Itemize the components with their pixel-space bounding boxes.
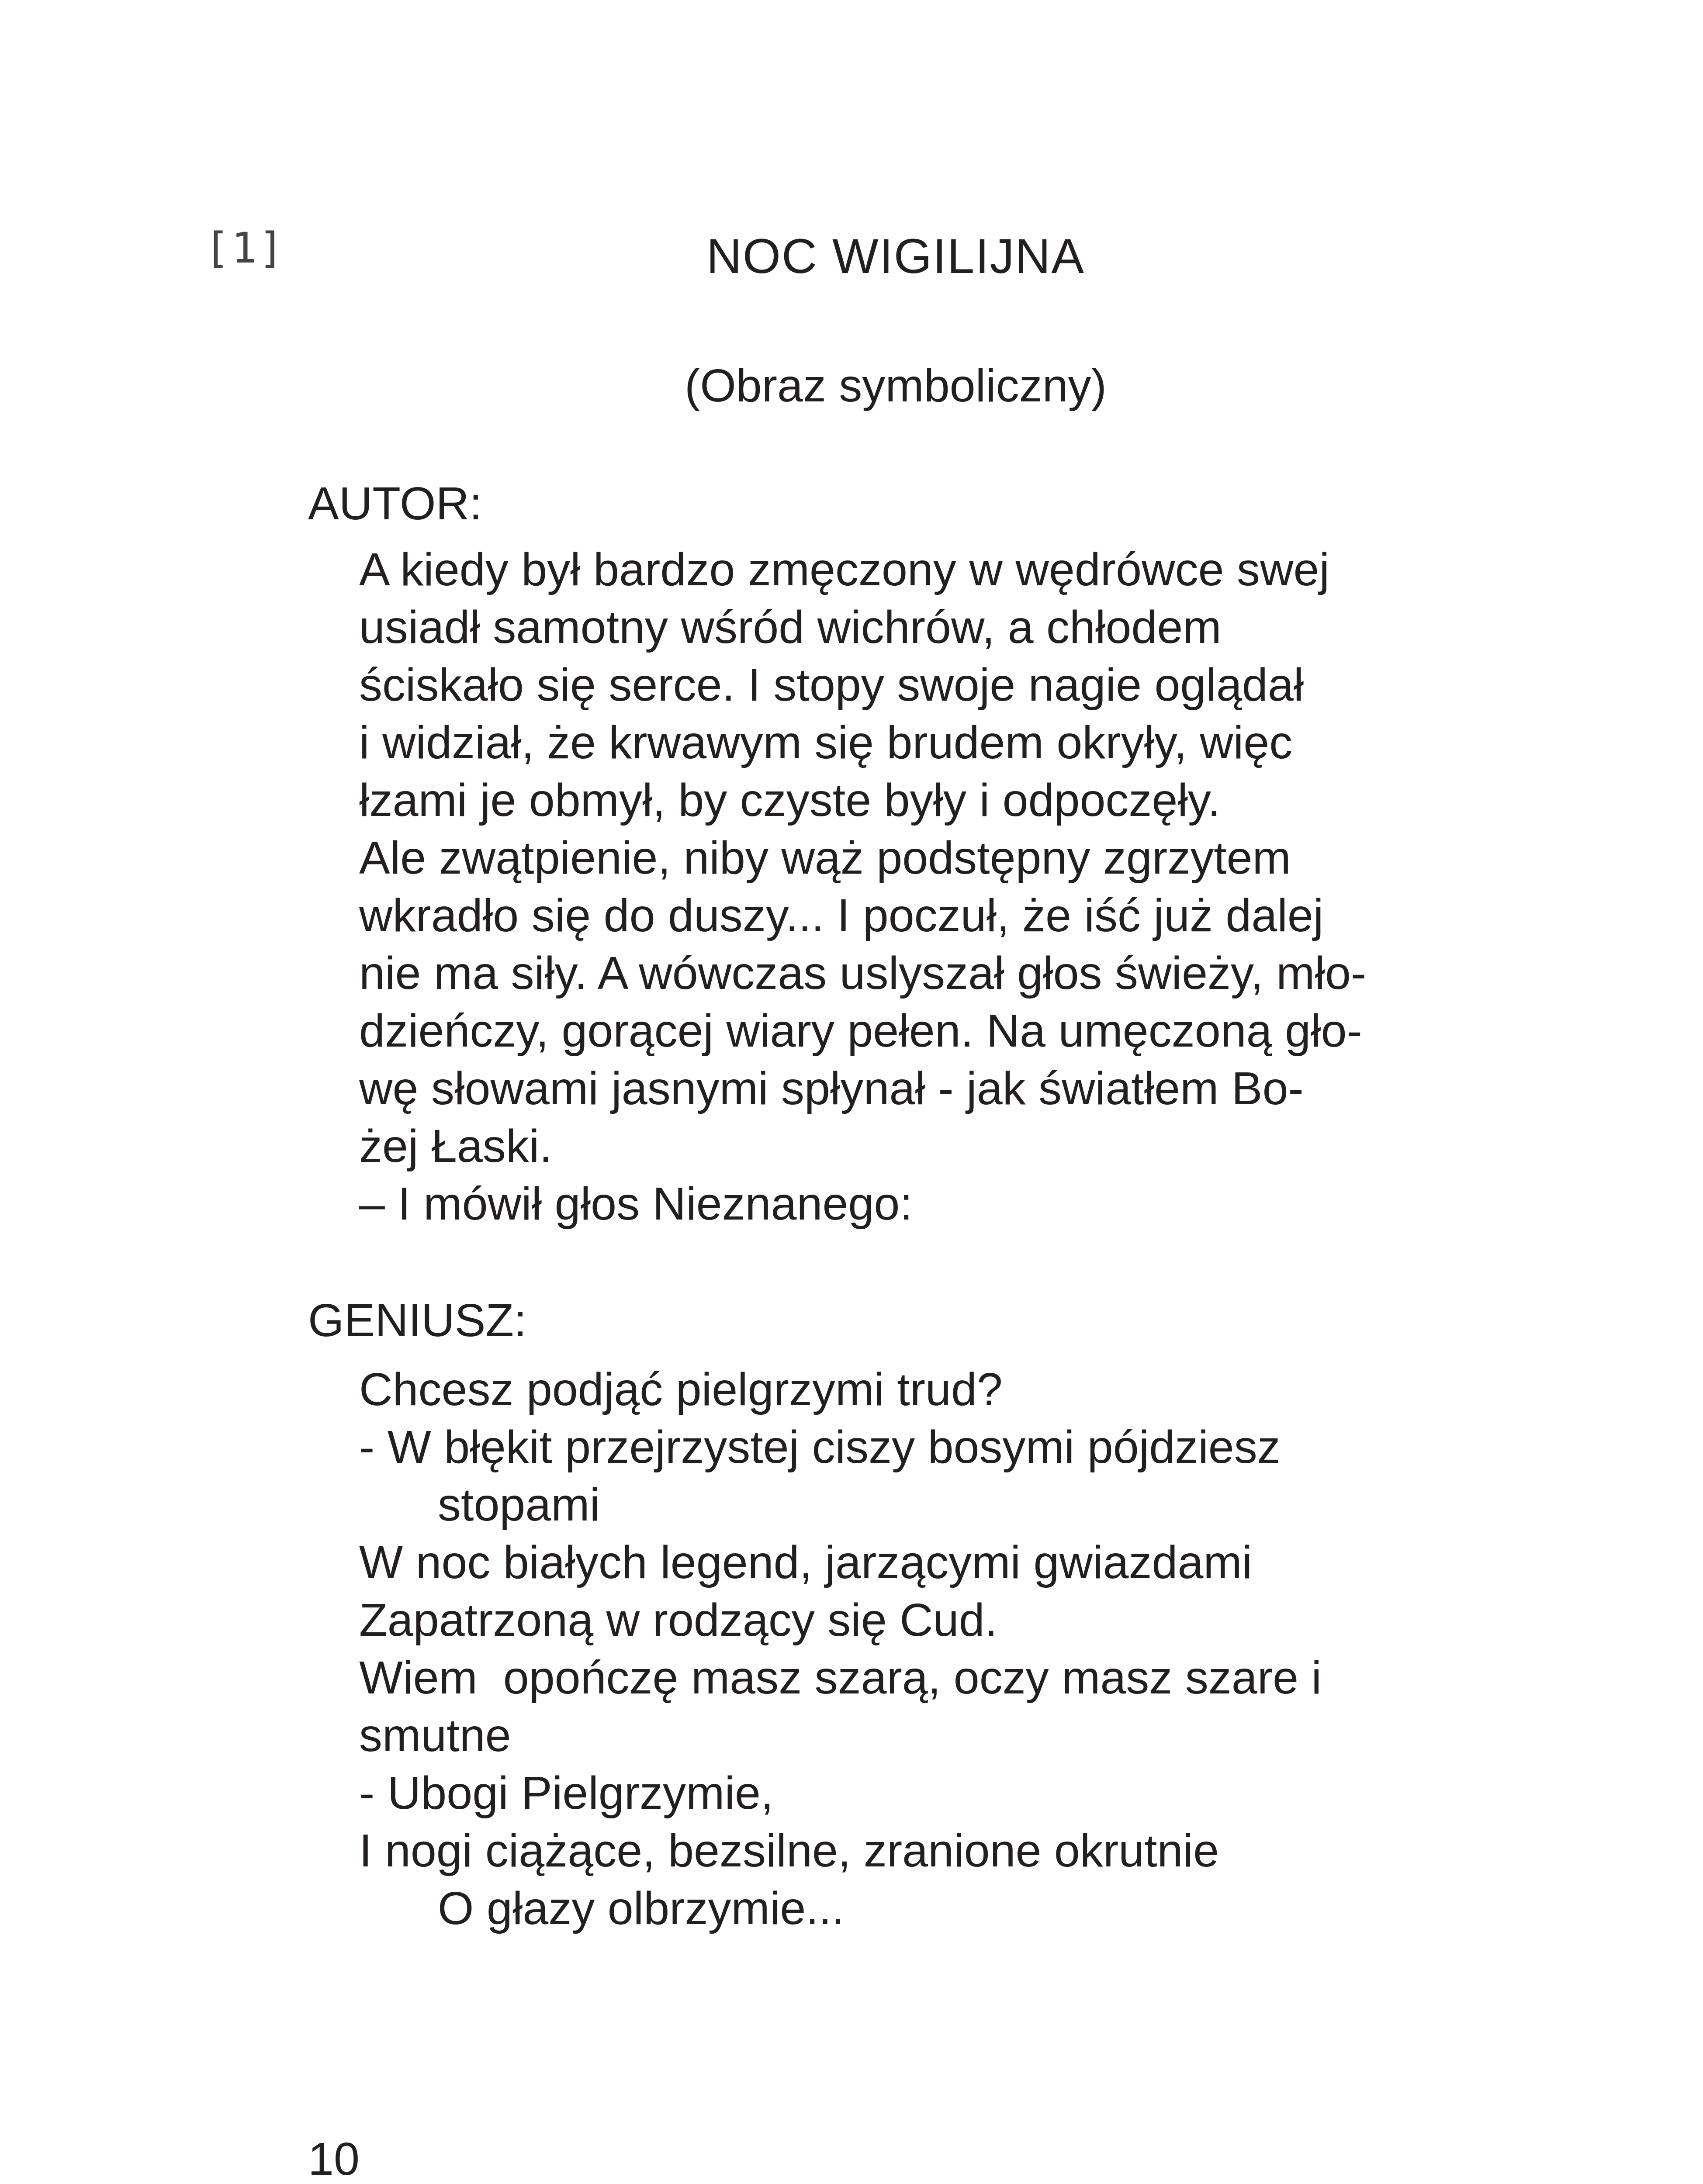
autor-text-block (359, 541, 1366, 1233)
text-line: żej Łaski. (359, 1120, 552, 1172)
verse-line: Zapatrzoną w rodzący się Cud. (359, 1594, 998, 1646)
verse-line: smutne (359, 1710, 511, 1761)
page-number: 10 (308, 2133, 360, 2184)
text-line: ściskało się serce. I stopy swoje nagie oglądał (359, 659, 1304, 711)
speaker-label-geniusz: GENIUSZ: (308, 1295, 527, 1346)
text-line: dzieńczy, gorącej wiary pełen. Na umęczoną gło- (359, 1005, 1362, 1057)
verse-line: - Ubogi Pielgrzymie, (359, 1767, 774, 1819)
verse-line: Chcesz podjąć pielgrzymi trud? (359, 1364, 1003, 1415)
page-title: NOC WIGILIJNA (706, 229, 1085, 283)
text-line: nie ma siły. A wówczas uslyszał głos świeży, mło- (359, 947, 1367, 999)
verse-line: I nogi ciążące, bezsilne, zranione okrutnie (359, 1825, 1219, 1876)
verse-line: W noc białych legend, jarzącymi gwiazdami (359, 1537, 1253, 1588)
text-line: wę słowami jasnymi spłynał - jak światłem Bo- (359, 1063, 1304, 1114)
verse-line-indented: stopami (438, 1479, 600, 1531)
verse-line: - W błękit przejrzystej ciszy bosymi pójdziesz (359, 1421, 1281, 1473)
subtitle: (Obraz symboliczny) (685, 360, 1107, 411)
text-line: – I mówił głos Nieznanego: (359, 1178, 913, 1230)
verse-line-indented: O głazy olbrzymie... (438, 1883, 845, 1934)
text-line: łzami je obmył, by czyste były i odpoczęły. (359, 774, 1221, 826)
text-line: usiadł samotny wśród wichrów, a chłodem (359, 601, 1222, 653)
speaker-label-autor: AUTOR: (308, 478, 482, 529)
text-line: A kiedy był bardzo zmęczony w wędrówce swej (359, 544, 1330, 595)
text-line: wkradło się do duszy... I poczuł, że iść już dalej (359, 890, 1324, 941)
verse-line: Wiem opończę masz szarą, oczy masz szare i (359, 1652, 1322, 1704)
geniusz-text-block (359, 1361, 1322, 1937)
text-line: Ale zwątpienie, niby wąż podstępny zgrzytem (359, 832, 1291, 884)
text-line: i widział, że krwawym się brudem okryły, więc (359, 717, 1293, 768)
page-marker: [1] (204, 224, 286, 273)
